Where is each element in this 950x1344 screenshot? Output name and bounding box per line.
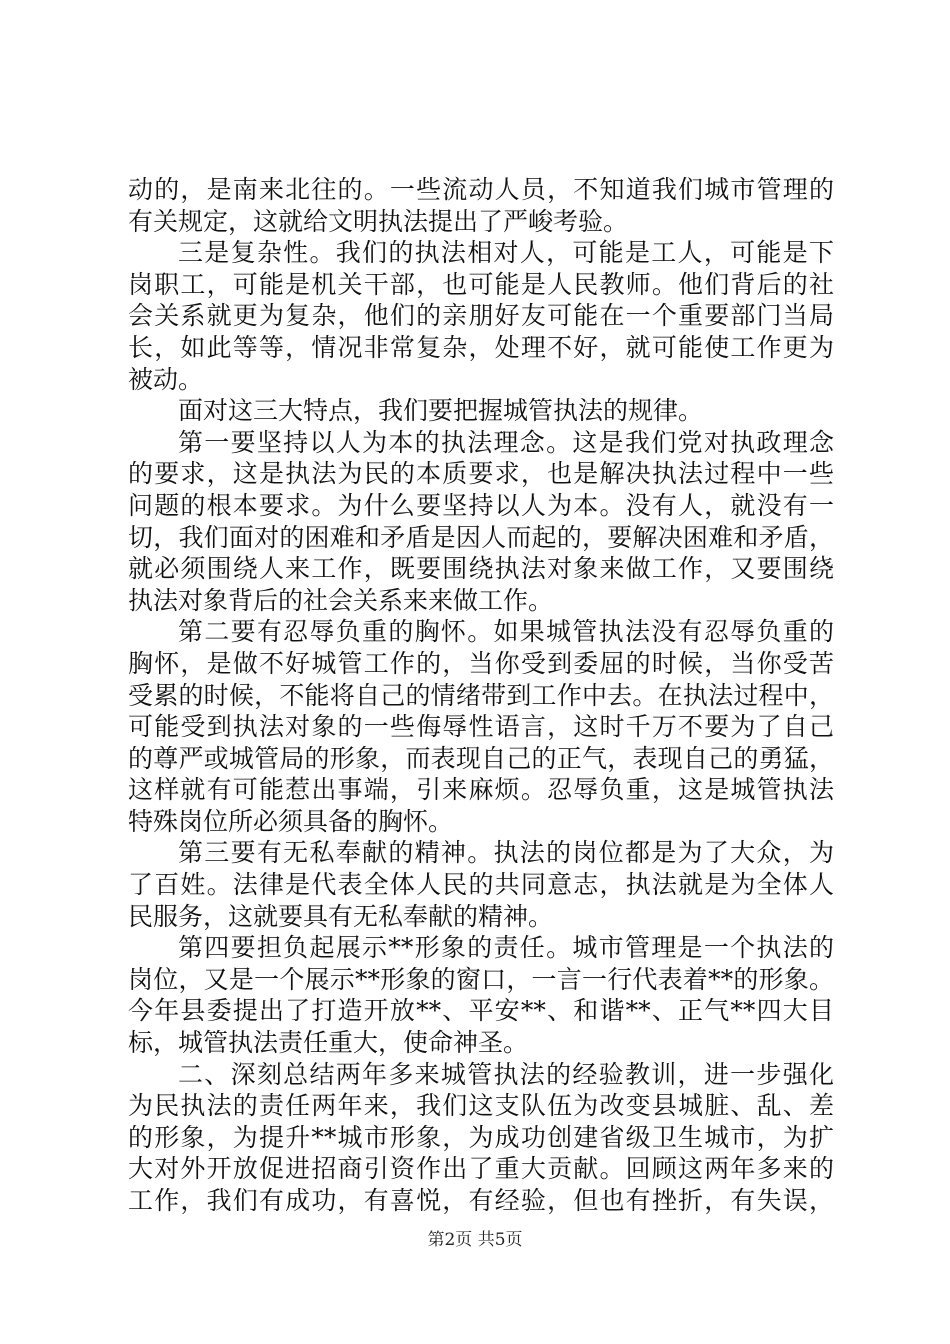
text-line: 特殊岗位所必须具备的胸怀。: [128, 806, 454, 836]
text-line: 今年县委提出了打造开放**、平安**、和谐**、正气**四大目: [128, 996, 834, 1026]
text-line: 大对外开放促进招商引资作出了重大贡献。回顾这两年多来的: [128, 1154, 834, 1184]
page-number-footer: 第2页 共5页: [427, 1230, 523, 1250]
body-text: [128, 174, 834, 1217]
text-line: 长，如此等等，情况非常复杂，处理不好，就可能使工作更为: [128, 332, 834, 362]
text-line: 工作，我们有成功，有喜悦，有经验，但也有挫折，有失误，: [128, 1186, 834, 1215]
paragraph-start-line: 第四要担负起展示**形象的责任。城市管理是一个执法的: [178, 933, 834, 963]
text-line: 了百姓。法律是代表全体人民的共同意志，执法就是为全体人: [128, 870, 834, 900]
text-line: 为民执法的责任两年来，我们这支队伍为改变县城脏、乱、差: [128, 1091, 834, 1121]
text-line: 岗位，又是一个展示**形象的窗口，一言一行代表着**的形象。: [128, 964, 834, 994]
paragraph-start-line: 第三要有无私奉献的精神。执法的岗位都是为了大众，为: [178, 838, 834, 868]
text-line: 被动。: [128, 364, 204, 394]
text-line: 标，城管执法责任重大，使命神圣。: [128, 1028, 529, 1058]
text-line: 岗职工，可能是机关干部，也可能是人民教师。他们背后的社: [128, 269, 834, 299]
text-line: 的形象，为提升**城市形象，为成功创建省级卫生城市，为扩: [128, 1122, 834, 1152]
text-line: 就必须围绕人来工作，既要围绕执法对象来做工作，又要围绕: [128, 554, 834, 584]
text-line: 这样就有可能惹出事端，引来麻烦。忍辱负重，这是城管执法: [128, 775, 834, 805]
text-line: 有关规定，这就给文明执法提出了严峻考验。: [128, 206, 629, 236]
text-line: 问题的根本要求。为什么要坚持以人为本。没有人，就没有一: [128, 490, 834, 520]
text-line: 受累的时候，不能将自己的情绪带到工作中去。在执法过程中，: [128, 680, 834, 710]
text-line: 胸怀，是做不好城管工作的，当你受到委屈的时候，当你受苦: [128, 648, 834, 678]
text-line: 可能受到执法对象的一些侮辱性语言，这时千万不要为了自己: [128, 712, 834, 742]
text-line: 动的，是南来北往的。一些流动人员，不知道我们城市管理的: [128, 175, 834, 204]
text-line: 的尊严或城管局的形象，而表现自己的正气，表现自己的勇猛，: [128, 743, 834, 773]
paragraph-start-line: 面对这三大特点，我们要把握城管执法的规律。: [178, 396, 704, 426]
paragraph-start-line: 第一要坚持以人为本的执法理念。这是我们党对执政理念: [178, 427, 834, 457]
text-line: 的要求，这是执法为民的本质要求，也是解决执法过程中一些: [128, 459, 834, 489]
paragraph-start-line: 三是复杂性。我们的执法相对人，可能是工人，可能是下: [178, 238, 834, 268]
paragraph-start-line: 二、深刻总结两年多来城管执法的经验教训，进一步强化: [178, 1059, 834, 1089]
text-line: 民服务，这就要具有无私奉献的精神。: [128, 901, 554, 931]
paragraph-start-line: 第二要有忍辱负重的胸怀。如果城管执法没有忍辱负重的: [178, 617, 834, 647]
text-line: 执法对象背后的社会关系来来做工作。: [128, 585, 554, 615]
text-line: 会关系就更为复杂，他们的亲朋好友可能在一个重要部门当局: [128, 301, 834, 331]
text-line: 切，我们面对的困难和矛盾是因人而起的，要解决困难和矛盾，: [128, 522, 834, 552]
